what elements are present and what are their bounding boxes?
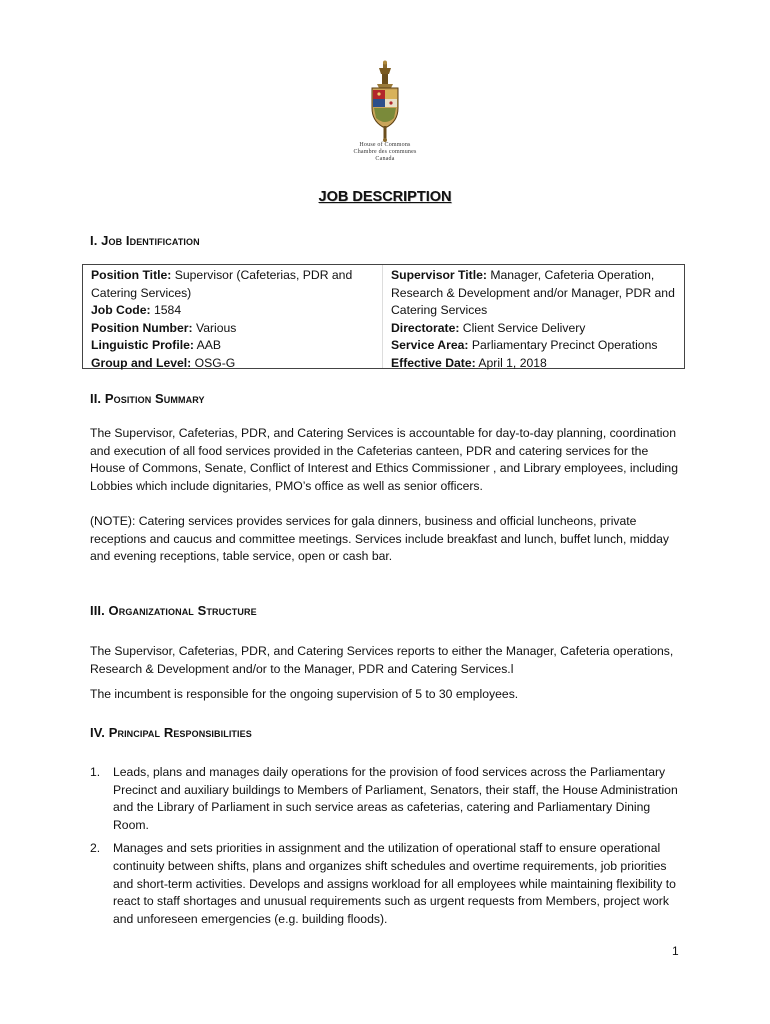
list-item-text: Leads, plans and manages daily operations for the provision of food services across the Parliamentary Precinct and auxiliary buildings to Members of Parliament, Senators, their staff, the House Administration and the Library of Parliament in such service areas as cafeterias, catering and Parliamentary Dining Room. [113,765,678,832]
section-heading-summary: II. Position Summary [90,391,205,406]
job-code-field: Job Code: 1584 [91,303,182,317]
list-item [90,840,685,928]
table-divider [382,265,383,368]
supervisor-title-field: Supervisor Title: Manager, Cafeteria Operation, Research & Development and/or Manager, PDR and Catering Services [391,268,675,317]
responsibilities-list [90,764,685,928]
identification-left-column [91,267,381,372]
section-heading-identification: I. Job Identification [90,233,200,248]
section-heading-responsibilities: IV. Principal Responsibilities [90,725,252,740]
directorate-field: Directorate: Client Service Delivery [391,320,586,335]
logo-text-line-2: Chambre des communes [353,149,417,155]
house-of-commons-crest [340,60,430,172]
list-item [90,764,685,834]
list-item-number: 1. [90,765,101,779]
position-title-field: Position Title: Supervisor (Cafeterias, PDR and Catering Services) [91,268,353,300]
service-area-field: Service Area: Parliamentary Precinct Operations [391,338,658,352]
summary-paragraph-1: The Supervisor, Cafeterias, PDR, and Catering Services is accountable for day-to-day planning, coordination and execution of all food services provided in the Cafeterias canteen, PDR and catering services for the House of Commons, Senate, Conflict of Interest and Ethics Commissioner , and Library employees, including Lobbies which include dignitaries, PMO’s office as well as senior officers. [90,426,678,493]
structure-paragraph-2: The incumbent is responsible for the ongoing supervision of 5 to 30 employees. [90,687,519,701]
crest-icon [365,60,405,142]
group-level-field: Group and Level: OSG-G [91,355,236,370]
logo-text-line-1: House of Commons [359,142,411,148]
identification-right-column [391,267,681,372]
logo-text-line-3: Canada [375,156,395,162]
page-number: 1 [672,944,679,958]
list-item-number: 2. [90,841,101,856]
document-title: JOB DESCRIPTION [318,189,452,205]
linguistic-profile-field: Linguistic Profile: AAB [91,338,222,352]
section-heading-structure: III. Organizational Structure [90,603,257,618]
effective-date-field: Effective Date: April 1, 2018 [391,355,547,370]
job-identification-table [82,264,685,369]
structure-paragraph-1: The Supervisor, Cafeterias, PDR, and Catering Services reports to either the Manager, Cafeteria operations, Research & Development and/or to the Manager, PDR and Catering Services.l [90,644,674,676]
list-item-text: Manages and sets priorities in assignment and the utilization of operational staff to ensure operational continuity between shifts, plans and organizes shift schedules and overtime requirements, job priorities and short-term activities. Develops and assigns workload for all employees while maintaining flexibility to react to staff shortages and unusual requirements such as urgent requests from Members, project work and unforeseen emergencies (e.g. building floods). [113,841,676,926]
summary-paragraph-2: (NOTE): Catering services provides services for gala dinners, business and official luncheons, private receptions and caucus and committee meetings. Services include breakfast and lunch, buffet lunch, midday and evening receptions, table service, open or cash bar. [90,514,670,564]
position-number-field: Position Number: Various [91,320,237,335]
